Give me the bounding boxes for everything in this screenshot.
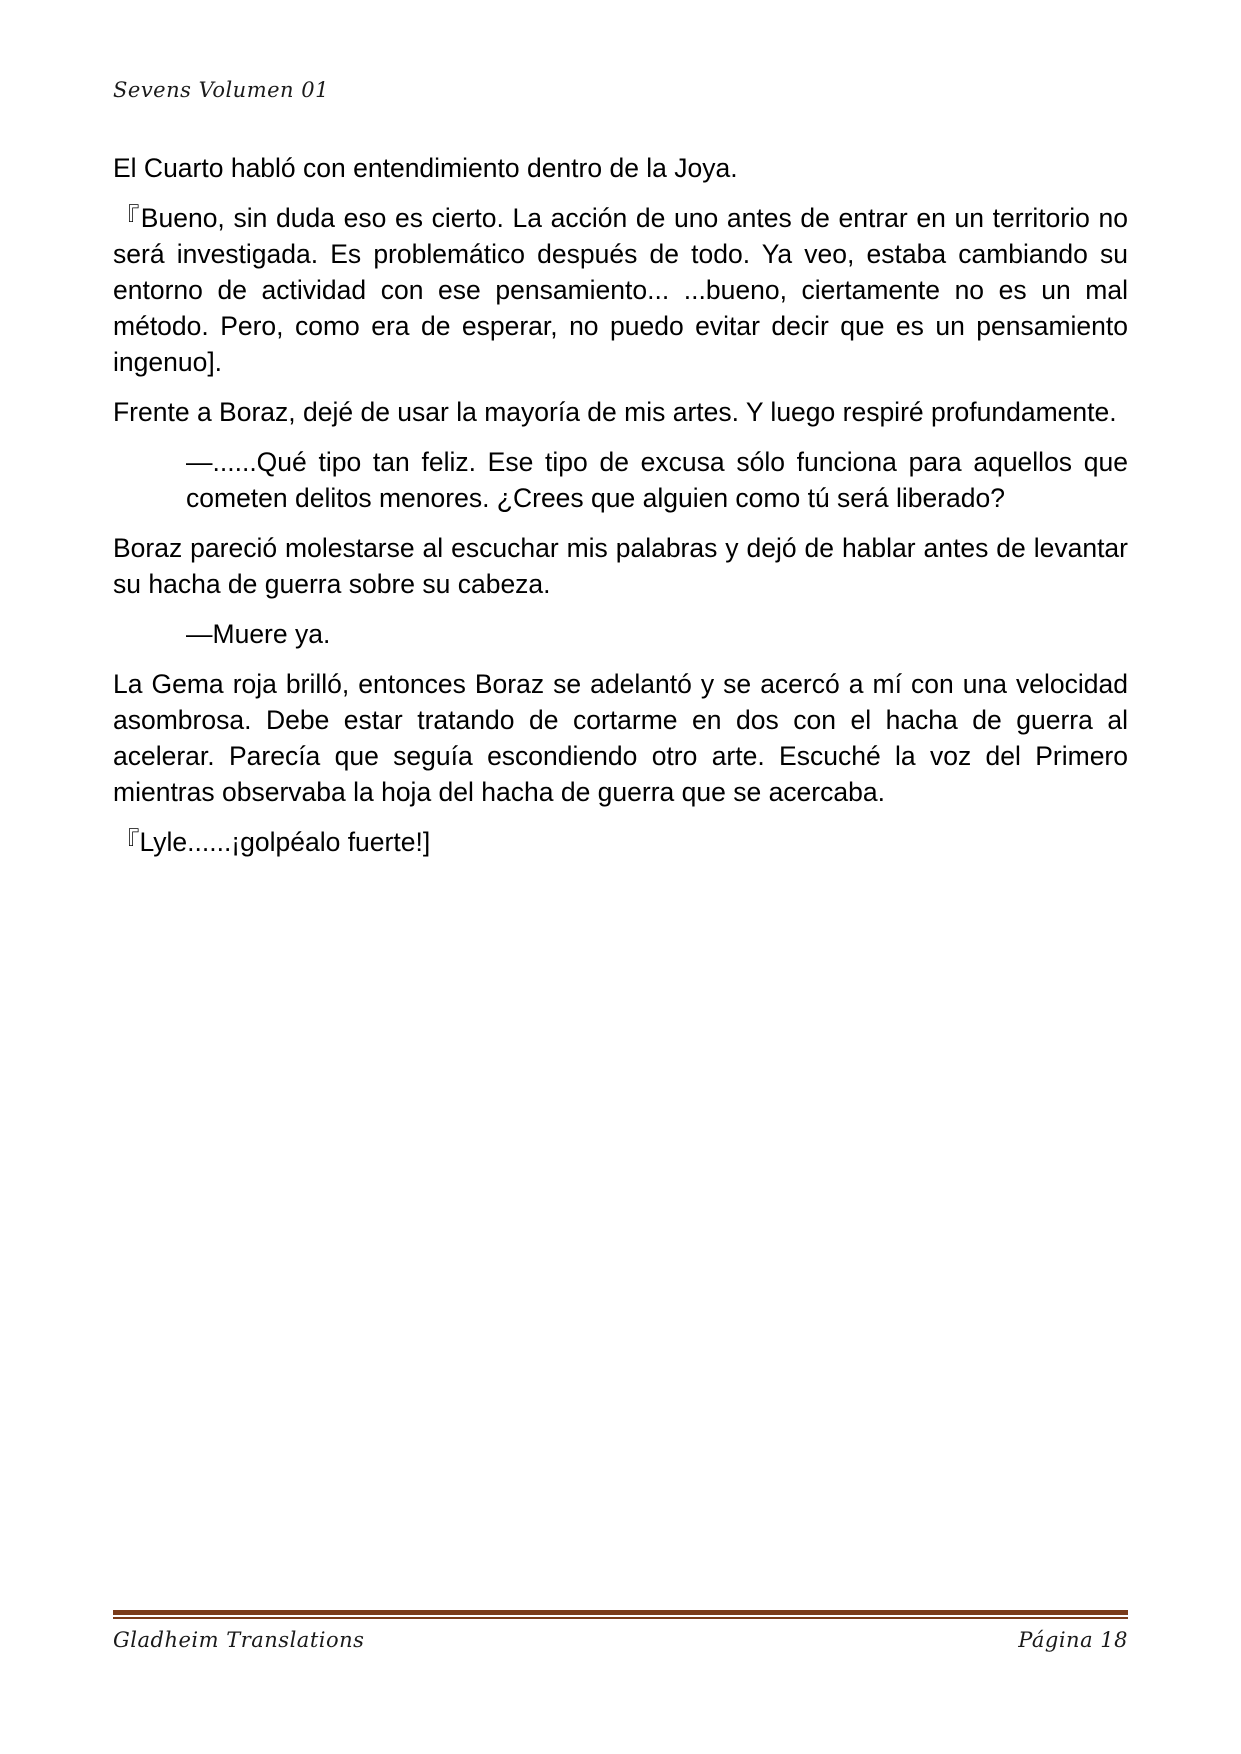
paragraph: La Gema roja brilló, entonces Boraz se adelantó y se acercó a mí con una velocidad asombrosa. Debe estar tratando de cortarme en dos con el hacha de guerra al acelerar. Parecía que seguía escondiendo otro arte. Escuché la voz del Primero mientras observaba la hoja del hacha de guerra que se acercaba. <box>113 669 1128 807</box>
page-number: Página 18 <box>1018 1628 1128 1652</box>
footer-credit: Gladheim Translations <box>113 1628 365 1652</box>
dialogue-paragraph: —Muere ya. <box>186 619 331 649</box>
page-body <box>113 150 1128 874</box>
paragraph: Boraz pareció molestarse al escuchar mis palabras y dejó de hablar antes de levantar su hacha de guerra sobre su cabeza. <box>113 533 1128 599</box>
paragraph: 『Bueno, sin duda eso es cierto. La acción de uno antes de entrar en un territorio no será investigada. Es problemático después de todo. Ya veo, estaba cambiando su entorno de actividad con ese pensamiento... ...bueno, ciertamente no es un mal método. Pero, como era de esperar, no puedo evitar decir que es un pensamiento ingenuo]. <box>113 203 1128 377</box>
paragraph: El Cuarto habló con entendimiento dentro de la Joya. <box>113 153 738 183</box>
paragraph: 『Lyle......¡golpéalo fuerte!] <box>113 827 431 857</box>
running-header: Sevens Volumen 01 <box>113 78 329 102</box>
paragraph: Frente a Boraz, dejé de usar la mayoría de mis artes. Y luego respiré profundamente. <box>113 397 1117 427</box>
dialogue-paragraph: —......Qué tipo tan feliz. Ese tipo de excusa sólo funciona para aquellos que cometen delitos menores. ¿Crees que alguien como tú será liberado? <box>186 447 1128 513</box>
footer-divider <box>113 1610 1128 1619</box>
